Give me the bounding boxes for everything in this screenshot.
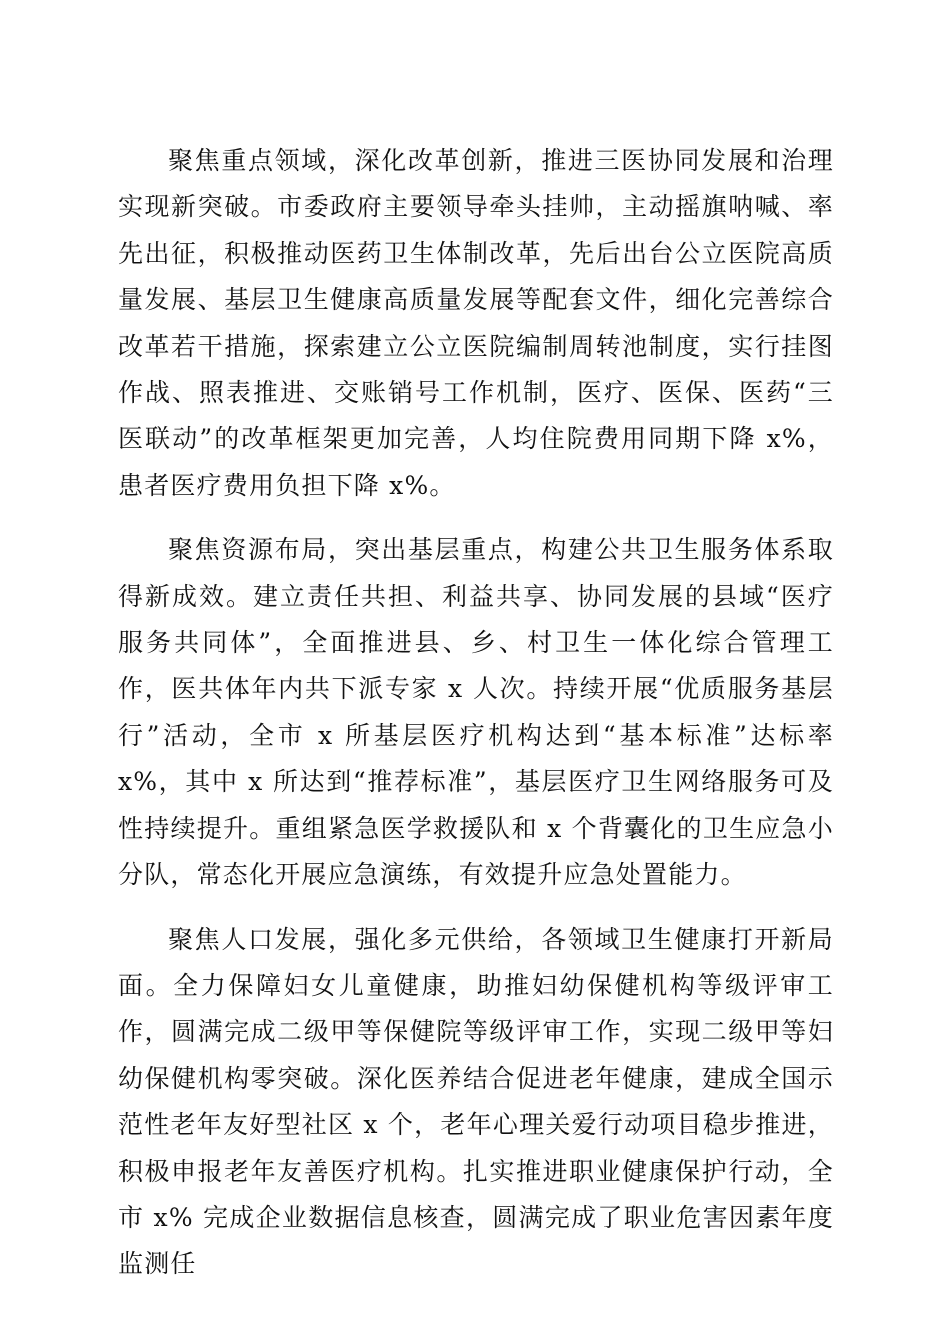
paragraph-population: 聚焦人口发展，强化多元供给，各领域卫生健康打开新局面。全力保障妇女儿童健康，助推妇幼保健机构等级评审工作，圆满完成二级甲等保健院等级评审工作，实现二级甲等妇幼保健机构零突破。深化医养结合促进老年健康，建成全国示范性老年友好型社区 x 个，老年心理关爱行动项目稳步推进，积极申报老年友善医疗机构。扎实推进职业健康保护行动，全市 x% 完成企业数据信息核查，圆满完成了职业危害因素年度监测任 bbox=[118, 924, 834, 1279]
paragraph-reform: 聚焦重点领域，深化改革创新，推进三医协同发展和治理实现新突破。市委政府主要领导牵头挂帅，主动摇旗呐喊、率先出征，积极推动医药卫生体制改革，先后出台公立医院高质量发展、基层卫生健康高质量发展等配套文件，细化完善综合改革若干措施，探索建立公立医院编制周转池制度，实行挂图作战、照表推进、交账销号工作机制，医疗、医保、医药“三医联动”的改革框架更加完善，人均住院费用同期下降 x%，患者医疗费用负担下降 x%。 bbox=[118, 146, 834, 500]
body-text bbox=[118, 138, 834, 1288]
paragraph-resources: 聚焦资源布局，突出基层重点，构建公共卫生服务体系取得新成效。建立责任共担、利益共享、协同发展的县域“医疗服务共同体”，全面推进县、乡、村卫生一体化综合管理工作，医共体年内共下派专家 x 人次。持续开展“优质服务基层行”活动，全市 x 所基层医疗机构达到“基本标准”达标率 x%，其中 x 所达到“推荐标准”，基层医疗卫生网络服务可及性持续提升。重组紧急医学救援队和 x 个背囊化的卫生应急小分队，常态化开展应急演练，有效提升应急处置能力。 bbox=[118, 535, 834, 890]
